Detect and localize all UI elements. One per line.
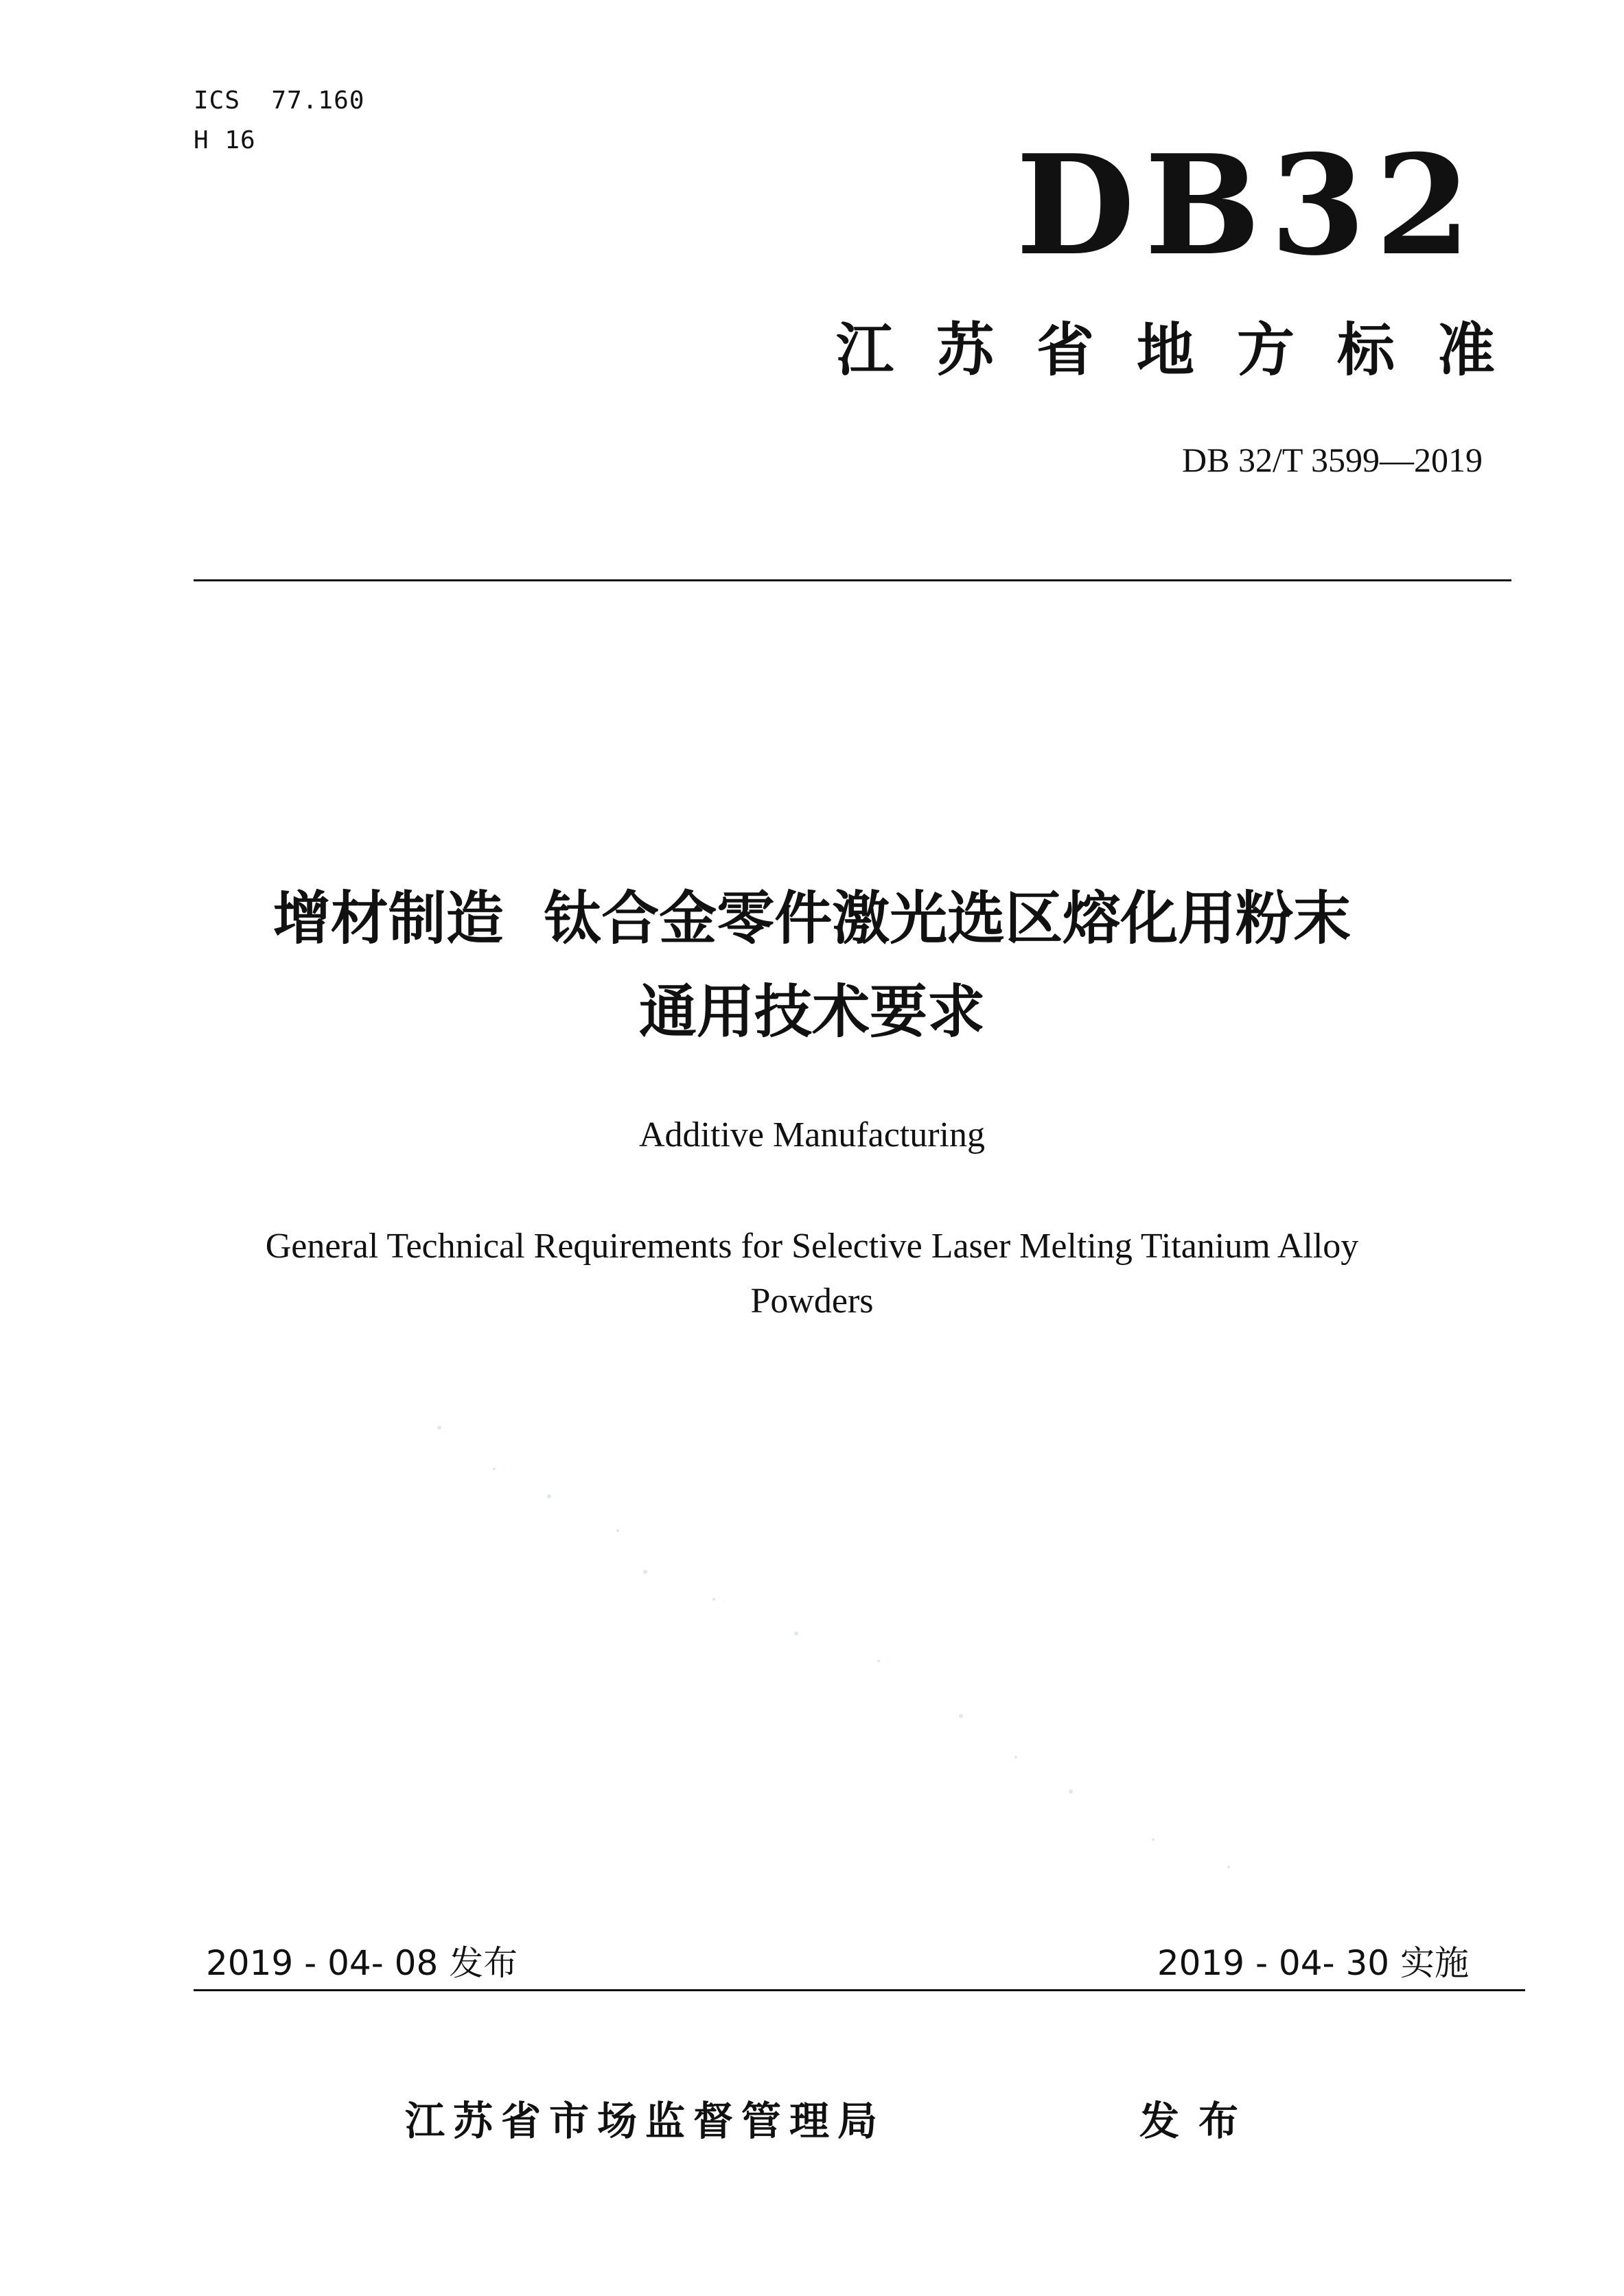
ccs-code: H 16 [194,126,256,154]
publish-date: 2019 - 04- 08 发布 [206,1943,518,1983]
bottom-divider [194,1989,1525,1991]
chinese-title [110,872,1514,1058]
db32-logo: DB32 [1016,125,1481,286]
english-title-line-2: General Technical Requirements for Selective Laser Melting Titanium Alloy [265,1227,1359,1266]
top-divider [194,579,1511,581]
issuing-authority: 江苏省市场监督管理局 [405,2098,886,2144]
english-title-line-3: Powders [750,1282,874,1321]
implementation-date: 2019 - 04- 30 实施 [1157,1943,1469,1983]
english-title [110,1219,1514,1329]
ics-code: ICS 77.160 [194,86,365,115]
classification-codes [194,81,364,161]
standard-number: DB 32/T 3599—2019 [1182,441,1483,479]
chinese-title-line-2: 通用技术要求 [638,978,985,1045]
issue-label: 发布 [1139,2098,1258,2144]
english-title-line-1: Additive Manufacturing [639,1115,985,1155]
standard-type-heading: 江苏省地方标准 [835,316,1538,384]
chinese-title-line-1: 增材制造 钛合金零件激光选区熔化用粉末 [272,885,1352,952]
